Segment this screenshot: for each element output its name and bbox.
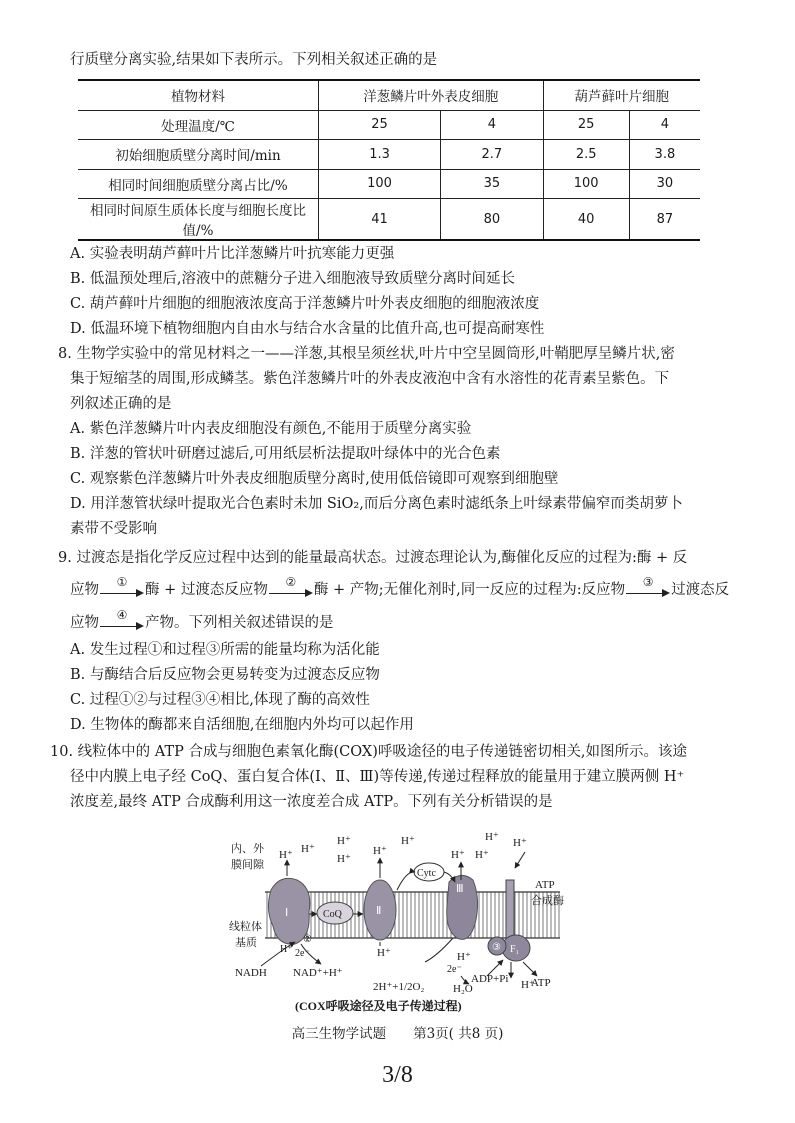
table-header-row: [78, 80, 700, 110]
cytc-label: Cytc: [417, 868, 436, 879]
table-row: [78, 140, 700, 170]
q9-text: 应物: [70, 615, 99, 631]
table-header-cell: 植物材料: [78, 80, 319, 110]
atp-label: ATP: [531, 977, 551, 989]
reaction-arrow: [626, 575, 670, 598]
arrow-label: ①: [116, 575, 128, 589]
table-cell: 25: [319, 110, 441, 140]
table-cell: 35: [441, 169, 544, 199]
table-cell: 2.5: [543, 140, 629, 170]
circle-3-label: ③: [492, 942, 501, 953]
q8-option-b: B. 洋葱的管状叶研磨过滤后,可用纸层析法提取叶绿体中的光合色素: [70, 446, 501, 462]
q7-option-c: C. 葫芦藓叶片细胞的细胞液浓度高于洋葱鳞片叶外表皮细胞的细胞液浓度: [70, 296, 540, 312]
water-label: H₂O: [453, 983, 473, 995]
electron-transport-diagram: [225, 830, 585, 1020]
proton-label: H⁺: [280, 944, 293, 955]
arrow-label: ②: [285, 575, 297, 589]
q9-stem-line-3: [70, 608, 334, 633]
plasmolysis-table: [78, 79, 700, 241]
q7-option-b: B. 低温预处理后,溶液中的蔗糖分子进入细胞液导致质壁分离时间延长: [70, 271, 515, 287]
table-cell: 30: [629, 169, 700, 199]
atp-synthase-stalk: [506, 880, 514, 938]
electron-label: 2e⁻: [447, 964, 462, 975]
proton-label: H⁺: [377, 947, 391, 959]
nad-label: NAD⁺+H⁺: [293, 967, 343, 979]
table-cell: 87: [629, 199, 700, 241]
adp-label: ADP+Pi: [471, 973, 509, 985]
q9-option-a: A. 发生过程①和过程③所需的能量均称为活化能: [70, 642, 380, 658]
proton-label: H⁺: [513, 837, 527, 849]
q9-text: 酶 + 过渡态反应物: [145, 582, 268, 598]
proton-label: H⁺: [401, 835, 415, 847]
page-number: 3/8: [382, 1062, 413, 1088]
q8-option-d-line-2: 素带不受影响: [70, 521, 157, 537]
proton-label: H⁺: [475, 849, 489, 861]
table-cell: 100: [543, 169, 629, 199]
q8-stem-line-1: 8. 生物学实验中的常见材料之一——洋葱,其根呈须丝状,叶片中空呈圆筒形,叶鞘肥厚呈鳞片状,密: [58, 346, 675, 362]
circle-2-label: ②: [303, 934, 312, 945]
reaction-arrow: [100, 608, 144, 631]
reaction-arrow: [100, 575, 144, 598]
q8-option-d-line-1: D. 用洋葱管状绿叶提取光合色素时未加 SiO₂,而后分离色素时滤纸条上叶绿素带偏窄而类胡萝卜: [70, 496, 683, 512]
q9-option-b: B. 与酶结合后反应物会更易转变为过渡态反应物: [70, 667, 380, 683]
table-cell: 41: [319, 199, 441, 241]
table-row: [78, 199, 700, 241]
table-row: [78, 169, 700, 199]
row-label: 初始细胞质壁分离时间/min: [78, 140, 319, 170]
table-row: [78, 110, 700, 140]
proton-label: H⁺: [485, 831, 499, 843]
reaction-arrow: [269, 575, 313, 598]
table-cell: 4: [441, 110, 544, 140]
proton-label: H⁺: [457, 951, 471, 963]
proton-label: H⁺: [521, 979, 535, 991]
f1-label: F₁: [510, 944, 520, 955]
table-cell: 3.8: [629, 140, 700, 170]
q8-stem-line-3: 列叙述正确的是: [70, 396, 172, 412]
table-header-cell: 葫芦藓叶片细胞: [543, 80, 700, 110]
arrow-label: ③: [642, 575, 654, 589]
proton-label: H⁺: [373, 845, 387, 857]
row-label: 相同时间细胞质壁分离占比/%: [78, 169, 319, 199]
diagram-caption: (COX呼吸途径及电子传递过程): [295, 999, 462, 1013]
label-atp-synthase: 合成酶: [531, 895, 564, 907]
proton-label: H⁺: [451, 849, 465, 861]
q7-option-d: D. 低温环境下植物细胞内自由水与结合水含量的比值升高,也可提高耐寒性: [70, 321, 545, 337]
row-label: 相同时间原生质体长度与细胞长度比值/%: [78, 199, 319, 241]
table-cell: 100: [319, 169, 441, 199]
table-cell: 2.7: [441, 140, 544, 170]
complex-1-label: Ⅰ: [285, 907, 289, 919]
nadh-label: NADH: [235, 967, 267, 979]
q9-stem-line-1: 9. 过渡态是指化学反应过程中达到的能量最高状态。过渡态理论认为,酶催化反应的过程为:酶 + 反: [58, 550, 688, 566]
label-matrix: 线粒体: [229, 921, 262, 933]
arrow-label: ④: [116, 608, 128, 622]
table-cell: 25: [543, 110, 629, 140]
label-atp-synthase: ATP: [535, 879, 555, 891]
q9-text: 酶 + 产物;无催化剂时,同一反应的过程为:反应物: [313, 582, 626, 598]
label-intermembrane-space: 膜间隙: [231, 859, 264, 871]
proton-label: H⁺: [337, 835, 351, 847]
table-cell: 4: [629, 110, 700, 140]
q8-option-c: C. 观察紫色洋葱鳞片叶外表皮细胞质壁分离时,使用低倍镜即可观察到细胞壁: [70, 471, 559, 487]
page-footer: 高三生物学试题 第3页( 共8 页): [291, 1026, 504, 1042]
complex-2-label: Ⅱ: [376, 905, 382, 917]
electron-label: 2e⁻: [295, 948, 310, 959]
oxygen-label: 2H⁺+1/2O₂: [373, 981, 425, 993]
q9-option-c: C. 过程①②与过程③④相比,体现了酶的高效性: [70, 692, 370, 708]
q9-option-d: D. 生物体的酶都来自活细胞,在细胞内外均可以起作用: [70, 717, 414, 733]
q8-stem-line-2: 集于短缩茎的周围,形成鳞茎。紫色洋葱鳞片叶的外表皮液泡中含有水溶性的花青素呈紫色。下: [70, 371, 670, 387]
q10-stem-line-2: 径中内膜上电子经 CoQ、蛋白复合体(Ⅰ、Ⅱ、Ⅲ)等传递,传递过程释放的能量用于建立膜两侧 H⁺: [70, 769, 685, 785]
proton-label: H⁺: [301, 843, 315, 855]
q7-option-a: A. 实验表明葫芦藓叶片比洋葱鳞片叶抗寒能力更强: [70, 246, 395, 262]
q10-stem-line-3: 浓度差,最终 ATP 合成酶利用这一浓度差合成 ATP。下列有关分析错误的是: [70, 794, 553, 810]
coq-label: CoQ: [323, 909, 342, 920]
question-7-lead: 行质壁分离实验,结果如下表所示。下列相关叙述正确的是: [70, 52, 438, 68]
label-matrix: 基质: [235, 937, 257, 949]
row-label: 处理温度/℃: [78, 110, 319, 140]
q9-text: 过渡态反: [671, 582, 730, 598]
complex-3-label: Ⅲ: [456, 883, 464, 895]
q10-stem-line-1: 10. 线粒体中的 ATP 合成与细胞色素氧化酶(COX)呼吸途径的电子传递链密切相关,如图所示。该途: [50, 744, 687, 760]
q9-text: 应物: [70, 582, 99, 598]
label-intermembrane-space: 内、外: [231, 843, 264, 855]
proton-label: H⁺: [337, 853, 351, 865]
q9-stem-line-2: [70, 575, 730, 600]
table-header-cell: 洋葱鳞片叶外表皮细胞: [319, 80, 544, 110]
proton-label: H⁺: [279, 849, 293, 861]
table-cell: 80: [441, 199, 544, 241]
q9-text: 产物。下列相关叙述错误的是: [145, 615, 334, 631]
q8-option-a: A. 紫色洋葱鳞片叶内表皮细胞没有颜色,不能用于质壁分离实验: [70, 421, 472, 437]
table-cell: 1.3: [319, 140, 441, 170]
table-cell: 40: [543, 199, 629, 241]
